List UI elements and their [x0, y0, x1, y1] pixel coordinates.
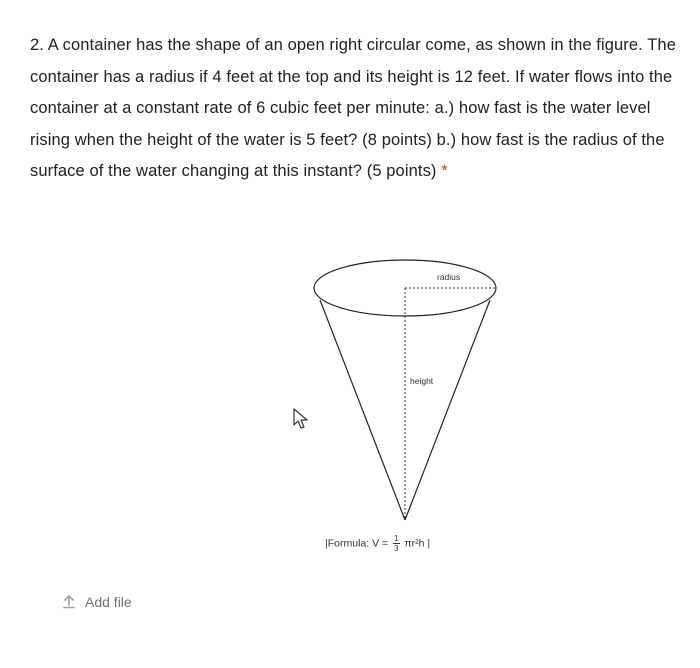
question-text-block — [30, 30, 685, 188]
required-marker: * — [441, 162, 448, 180]
add-file-button[interactable] — [62, 594, 132, 610]
cone-left-side — [320, 300, 405, 520]
cone-figure — [300, 248, 520, 578]
cone-right-side — [405, 300, 490, 520]
upload-icon — [62, 595, 76, 609]
mouse-pointer-icon — [292, 408, 310, 430]
radius-label: radius — [437, 272, 461, 282]
formula-fraction-denominator: 3 — [394, 544, 399, 553]
formula-suffix: πr²h | — [404, 537, 431, 550]
formula-text — [325, 534, 430, 553]
formula-prefix: |Formula: V = — [325, 537, 392, 550]
question-number: 2. — [30, 36, 44, 54]
add-file-label: Add file — [85, 594, 132, 610]
formula-fraction — [393, 534, 399, 553]
formula-fraction-numerator: 1 — [394, 534, 399, 543]
cone-diagram — [300, 248, 520, 578]
height-label: height — [410, 376, 434, 386]
question-body: A container has the shape of an open right circular come, as shown in the figure. The container has a radius if 4 feet at the top and its height is 12 feet. If water flows into the container at a constant rate of 6 cubic feet per minute: a.) how fast is the water level rising when the height of the water is 5 feet? (8 points) b.) how fast is the radius of the surface of the water changing at this instant? (5 points) — [30, 36, 676, 180]
